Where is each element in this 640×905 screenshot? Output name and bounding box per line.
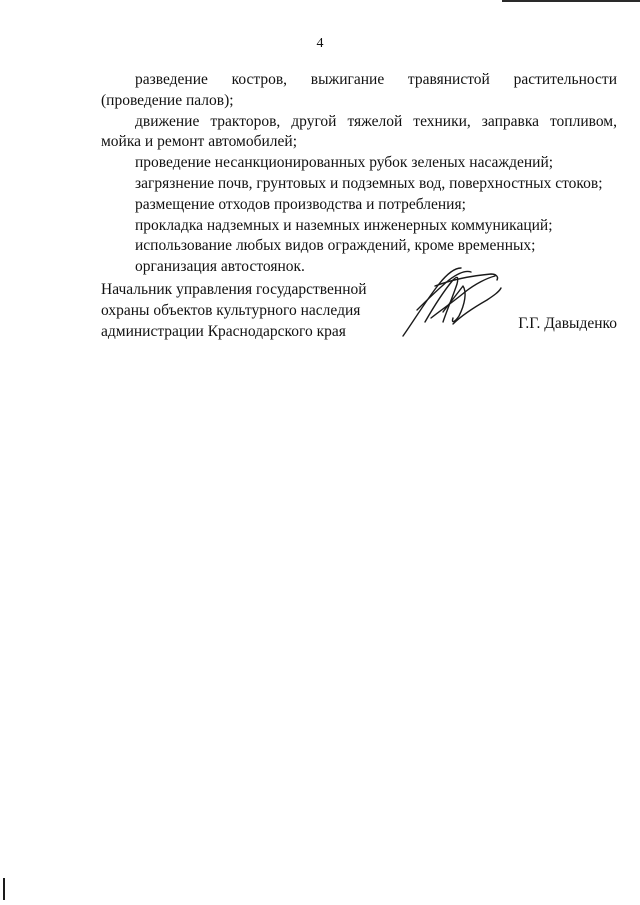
handwritten-signature (395, 262, 505, 340)
list-item: прокладка надземных и наземных инженерных коммуникаций; (135, 216, 553, 234)
signature-stroke (453, 288, 501, 324)
signer-name: Г.Г. Давыденко (518, 315, 617, 332)
scan-edge-mark (3, 878, 5, 900)
signer-position-line: администрации Краснодарского края (101, 322, 346, 340)
signer-position-line: охраны объектов культурного наследия (101, 301, 361, 319)
signature-block (101, 280, 617, 350)
list-item: движение тракторов, другой тяжелой техники, заправка топливом, мойка и ремонт автомобилей; (101, 112, 617, 151)
signature-strokes (403, 268, 501, 336)
signer-position-line: Начальник управления государственной (101, 281, 367, 298)
scan-edge-line (502, 0, 640, 2)
list-item: проведение несанкционированных рубок зеленых насаждений; (135, 154, 554, 172)
signer-position (101, 280, 367, 342)
page-number: 4 (316, 36, 324, 51)
list-item: использование любых видов ограждений, кроме временных; (135, 237, 536, 255)
restrictions-list (101, 70, 617, 278)
list-item: организация автостоянок. (135, 258, 305, 276)
list-item: загрязнение почв, грунтовых и подземных вод, поверхностных стоков; (135, 174, 603, 192)
list-item: разведение костров, выжигание травянистой растительности (проведение палов); (101, 71, 617, 109)
list-item: размещение отходов производства и потребления; (135, 195, 466, 213)
